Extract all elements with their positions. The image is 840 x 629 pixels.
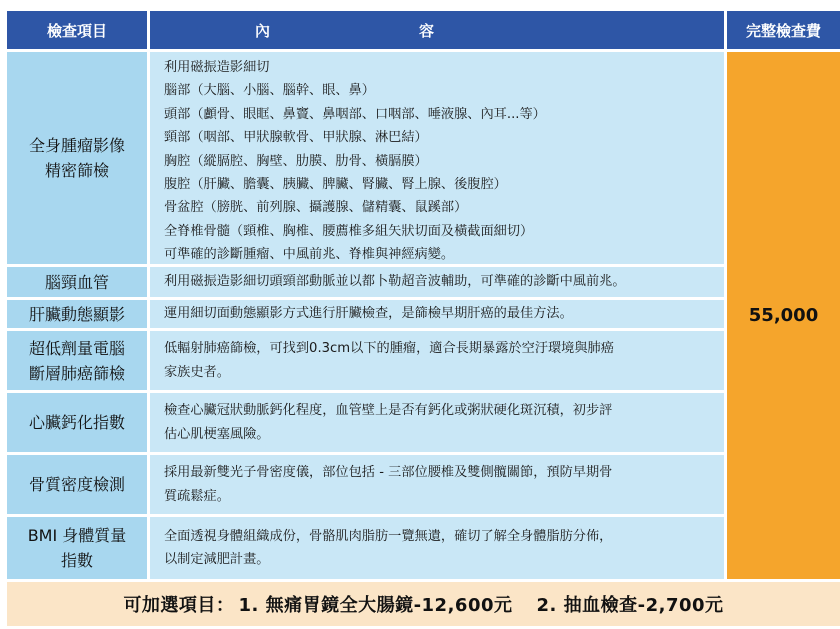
content-line: 採用最新雙光子骨密度儀，部位包括 - 三部位腰椎及雙側髖關節，預防早期骨 bbox=[164, 465, 613, 480]
header-price-label: 完整檢查費 bbox=[745, 21, 821, 40]
row-label-line: 心臟鈣化指數 bbox=[28, 413, 125, 432]
row-content bbox=[150, 300, 724, 328]
content-line: 全面透視身體組織成份，骨骼肌肉脂肪一覽無遺，確切了解全身體脂肪分佈， bbox=[164, 528, 613, 544]
row-label-line: 腦頸血管 bbox=[44, 272, 109, 292]
header-content-right: 容 bbox=[419, 21, 435, 40]
row-content bbox=[150, 267, 724, 297]
content-line: 腦部（大腦、小腦、腦幹、眼、鼻） bbox=[164, 83, 375, 99]
row-content bbox=[150, 331, 724, 390]
row-label bbox=[7, 393, 147, 452]
content-line: 全脊椎骨髓（頸椎、胸椎、腰薦椎多組矢狀切面及橫截面細切） bbox=[164, 223, 534, 239]
row-label-line: 指數 bbox=[60, 551, 93, 570]
footer-item-1: 1. 無痛胃鏡全大腸鏡-12,600元 bbox=[238, 595, 513, 616]
row-content bbox=[150, 393, 724, 452]
header-content-column bbox=[150, 11, 724, 49]
row-label-line: 斷層肺癌篩檢 bbox=[28, 363, 125, 383]
row-label-line: 超低劑量電腦 bbox=[28, 338, 125, 358]
row-label bbox=[7, 300, 147, 328]
price-cell bbox=[727, 52, 840, 579]
header-item-label: 檢查項目 bbox=[46, 21, 107, 40]
content-line: 檢查心臟冠狀動脈鈣化程度，血管壁上是否有鈣化或粥狀硬化斑沉積，初步評 bbox=[164, 403, 613, 418]
content-line: 腹腔（肝臟、膽囊、胰臟、脾臟、腎臟、腎上腺、後腹腔） bbox=[164, 177, 507, 193]
content-line: 質疏鬆症。 bbox=[164, 488, 230, 504]
content-line: 利用磁振造影細切 bbox=[164, 60, 270, 75]
content-line: 家族史者。 bbox=[164, 364, 230, 380]
row-label bbox=[7, 455, 147, 514]
header-item-column bbox=[7, 11, 147, 49]
exam-table bbox=[7, 0, 840, 629]
row-label bbox=[7, 331, 147, 390]
row-label-line: BMI 身體質量 bbox=[27, 526, 127, 545]
footer-item-2: 2. 抽血檢查-2,700元 bbox=[536, 595, 724, 616]
content-line: 胸腔（縱膈腔、胸壁、肋膜、肋骨、橫膈膜） bbox=[164, 153, 428, 169]
content-line: 利用磁振造影細切頭頸部動脈並以都卜勒超音波輔助，可準確的診斷中風前兆。 bbox=[164, 274, 626, 290]
row-label-line: 骨質密度檢測 bbox=[28, 475, 125, 494]
content-line: 頸部（咽部、甲狀腺軟骨、甲狀腺、淋巴結） bbox=[164, 130, 428, 146]
content-line: 骨盆腔（膀胱、前列腺、攝護腺、儲精囊、鼠蹊部） bbox=[164, 200, 468, 216]
footer-prefix: 可加選項目： bbox=[123, 595, 235, 616]
row-content bbox=[150, 52, 724, 264]
header-content-left: 內 bbox=[255, 21, 271, 40]
content-line: 運用細切面動態顯影方式進行肝臟檢查，是篩檢早期肝癌的最佳方法。 bbox=[164, 306, 573, 322]
header-price-column bbox=[727, 11, 840, 49]
content-line: 估心肌梗塞風險。 bbox=[164, 426, 270, 442]
row-label bbox=[7, 267, 147, 297]
row-content bbox=[150, 455, 724, 514]
row-label-line: 肝臟動態顯影 bbox=[28, 304, 125, 324]
row-content bbox=[150, 517, 724, 579]
row-label bbox=[7, 517, 147, 579]
row-label-line: 精密篩檢 bbox=[44, 161, 109, 180]
row-label bbox=[7, 52, 147, 264]
content-line: 頭部（顱骨、眼眶、鼻竇、鼻咽部、口咽部、唾液腺、內耳...等） bbox=[164, 106, 546, 122]
optional-items-footer bbox=[7, 582, 840, 626]
content-line: 以制定減肥計畫。 bbox=[164, 552, 270, 567]
content-line: 可準確的診斷腫瘤、中風前兆、脊椎與神經病變。 bbox=[164, 247, 455, 263]
content-line: 低輻射肺癌篩檢，可找到0.3cm以下的腫瘤，適合長期暴露於空汙環境與肺癌 bbox=[164, 341, 614, 356]
row-label-line: 全身腫瘤影像 bbox=[28, 136, 125, 155]
price-value: 55,000 bbox=[748, 305, 819, 326]
